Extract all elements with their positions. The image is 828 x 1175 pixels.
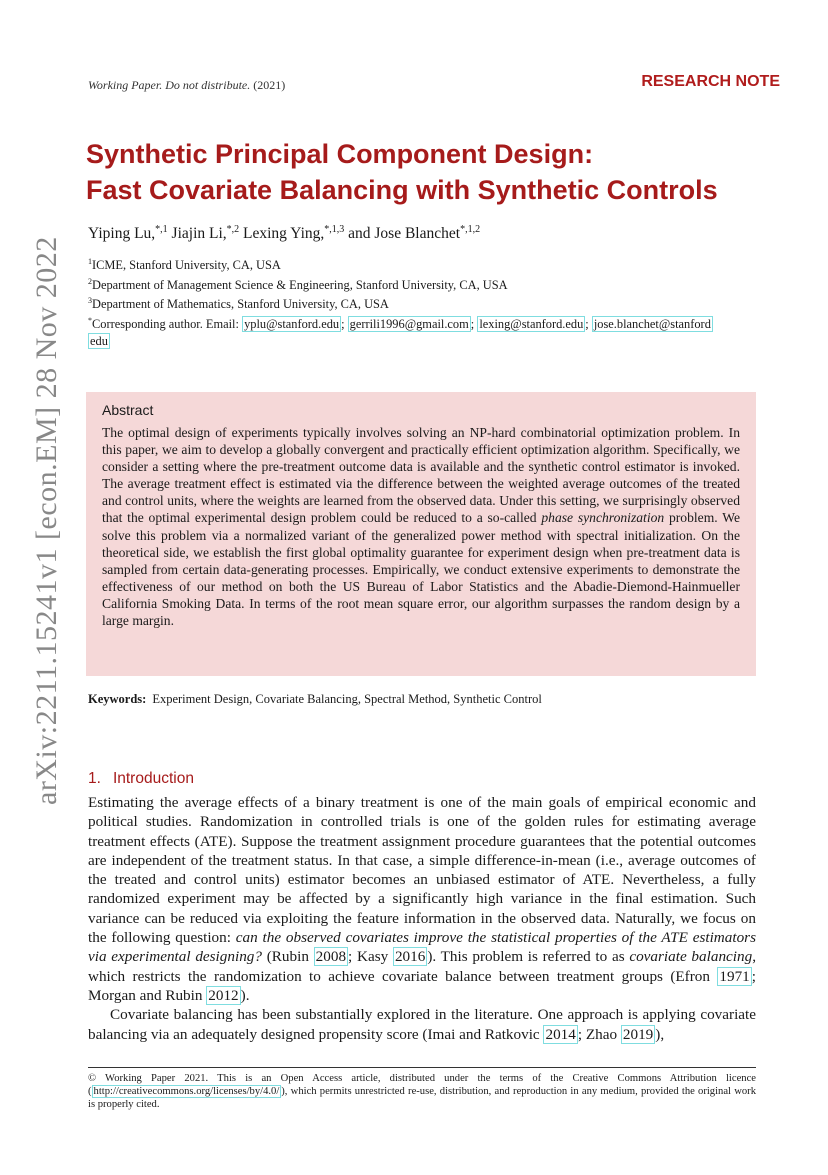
title-line-2: Fast Covariate Balancing with Synthetic Controls bbox=[86, 175, 718, 205]
affil-marker: 2 bbox=[88, 276, 92, 286]
license-link[interactable]: http://creativecommons.org/licenses/by/4.0/ bbox=[93, 1086, 280, 1097]
text-run: ; Zhao bbox=[577, 1025, 621, 1043]
citation-link[interactable]: 2014 bbox=[545, 1025, 576, 1043]
author-affil-marker: *,1 bbox=[155, 224, 168, 235]
abstract-text bbox=[102, 424, 740, 629]
footnote-divider bbox=[88, 1067, 756, 1068]
author-affil-marker: *,1,2 bbox=[460, 224, 481, 235]
email-link-li[interactable]: gerrili1996@gmail.com bbox=[349, 317, 469, 331]
author-name: Yiping Lu, bbox=[88, 225, 156, 243]
author-affil-marker: *,1,3 bbox=[324, 224, 345, 235]
arxiv-identifier: arXiv:2211.15241v1 [econ.EM] 28 Nov 2022 bbox=[30, 236, 63, 805]
footnote-text: © Working Paper 2021. This is an Open Access article, distributed under the terms of the Creative Commons Attribution licence ( bbox=[88, 1073, 756, 1097]
affil-text: Department of Mathematics, Stanford University, CA, USA bbox=[92, 297, 389, 312]
citation-link[interactable]: 2012 bbox=[208, 986, 239, 1004]
text-run: ; Morgan and Rubin bbox=[88, 967, 756, 1004]
corresponding-author: *Corresponding author. Email: yplu@stanford.edu ; gerrili1996@gmail.com ; lexing@stanford.edu ; jose.blanchet@stanford edu bbox=[88, 315, 711, 348]
paragraph bbox=[88, 1005, 756, 1044]
affiliation-item bbox=[88, 254, 758, 274]
citation-link[interactable]: 1971 bbox=[719, 967, 750, 985]
text-run: (Rubin bbox=[261, 948, 314, 966]
working-paper-label: Working Paper. Do not distribute. bbox=[88, 78, 251, 92]
footnote-text: ), which permits unrestricted re-use, distribution, and reproduction in any medium, provided the original work is properly cited. bbox=[88, 1086, 756, 1110]
author-name: Lexing Ying, bbox=[243, 225, 325, 243]
citation-link[interactable]: 2008 bbox=[315, 948, 347, 966]
citation-link[interactable]: 2016 bbox=[394, 948, 426, 966]
keywords-text: Experiment Design, Covariate Balancing, Spectral Method, Synthetic Control bbox=[152, 692, 542, 706]
email-link-lu[interactable]: yplu@stanford.edu bbox=[244, 317, 340, 331]
text-run: ), bbox=[655, 1025, 665, 1043]
research-note-label: RESEARCH NOTE bbox=[641, 73, 780, 90]
email-link-ying[interactable]: lexing@stanford.edu bbox=[479, 317, 584, 331]
text-run: Estimating the average effects of a binary treatment is one of the main goals of empirical economic and political studies. Randomization in controlled trials is one of the golden rules for estimating average treatment effects (ATE). Suppose the treatment assignment procedure guarantees that the potential outcomes are independent of the treatment status. In that case, a simple difference-in-mean (i.e., average outcomes of the treated and control units) estimator becomes an unbiased estimator of ATE. Nevertheless, a fully randomized experiment may be affected by a significantly high variance in the final estimation. Such variance can be reduced via exploiting the feature information in the observed data. Naturally, we focus on the following question: bbox=[88, 794, 756, 947]
affil-text: Department of Management Science & Engineering, Stanford University, CA, USA bbox=[92, 277, 508, 292]
text-run: ; Kasy bbox=[348, 948, 393, 966]
author-affil-marker: *,2 bbox=[226, 224, 240, 235]
author-name: Jiajin Li, bbox=[171, 225, 227, 243]
affiliations bbox=[88, 254, 758, 349]
header-year: (2021) bbox=[253, 78, 286, 92]
abstract-box bbox=[86, 392, 756, 676]
corresponding-label: Corresponding author. Email: bbox=[92, 317, 239, 331]
author-name: and Jose Blanchet bbox=[348, 225, 461, 243]
email-link-blanchet[interactable]: jose.blanchet@stanford bbox=[593, 317, 711, 331]
section-number: 1. bbox=[88, 770, 101, 787]
email-link-blanchet-cont[interactable]: edu bbox=[90, 333, 108, 348]
text-run: Covariate balancing has been substantially explored in the literature. One approach is applying covariate balancing via an adequately designed propensity score (Imai and Ratkovic bbox=[88, 1006, 756, 1043]
affil-marker: 1 bbox=[88, 257, 92, 266]
affiliation-item bbox=[88, 293, 758, 313]
abstract-text-part: The optimal design of experiments typically involves solving an NP-hard combinatorial optimization problem. In this paper, we aim to develop a globally convergent and practically efficient optimization algorithm. Specifically, we consider a setting where the pre-treatment outcome data is available and the synthetic control estimator is invoked. The average treatment effect is estimated via the difference between the weighted average outcomes of the treated and control units, where the weights are learned from the observed data. Under this setting, we surprisingly observed that the optimal experimental design problem could be reduced to a so-called bbox=[102, 425, 740, 526]
abstract-emphasis: phase synchronization bbox=[541, 510, 665, 526]
affil-marker: 3 bbox=[88, 296, 92, 306]
abstract-text-part: problem. We solve this problem via a normalized variant of the generalized power method with spectral initialization. On the theoretical side, we establish the first global optimality guarantee for experiment design when pre-treatment data is sampled from certain data-generating processes. Empirically, we conduct extensive experiments to demonstrate the effectiveness of our method on both the US Bureau of Labor Statistics and the Abadie-Diemond-Hainmueller California Smoking Data. In terms of the root mean square error, our algorithm surpasses the random design by a large margin. bbox=[102, 510, 740, 629]
running-header bbox=[88, 78, 285, 93]
license-footnote bbox=[88, 1072, 756, 1111]
emphasis-question: can the observed covariates improve the statistical properties of the ATE estimators via experimental designing? bbox=[88, 929, 756, 966]
title-line-1: Synthetic Principal Component Design: bbox=[86, 139, 594, 169]
author-list bbox=[88, 224, 480, 243]
affiliation-item bbox=[88, 274, 758, 294]
text-run: ). bbox=[240, 986, 250, 1004]
abstract-heading: Abstract bbox=[102, 402, 154, 418]
paragraph bbox=[88, 793, 756, 1005]
keywords-label: Keywords: bbox=[88, 692, 147, 706]
keywords bbox=[88, 692, 758, 707]
paper-title bbox=[86, 136, 786, 208]
affil-text: ICME, Stanford University, CA, USA bbox=[92, 258, 281, 273]
section-heading-introduction bbox=[88, 770, 194, 788]
introduction-body bbox=[88, 793, 756, 1044]
text-run: ). This problem is referred to as bbox=[427, 948, 630, 966]
emphasis-term: covariate balancing bbox=[629, 948, 753, 966]
corresponding-marker: * bbox=[88, 315, 92, 325]
citation-link[interactable]: 2019 bbox=[622, 1025, 654, 1043]
section-title: Introduction bbox=[112, 770, 194, 787]
text-run: , which restricts the randomization to achieve covariate balance between treatment groups (Efron bbox=[88, 948, 756, 985]
